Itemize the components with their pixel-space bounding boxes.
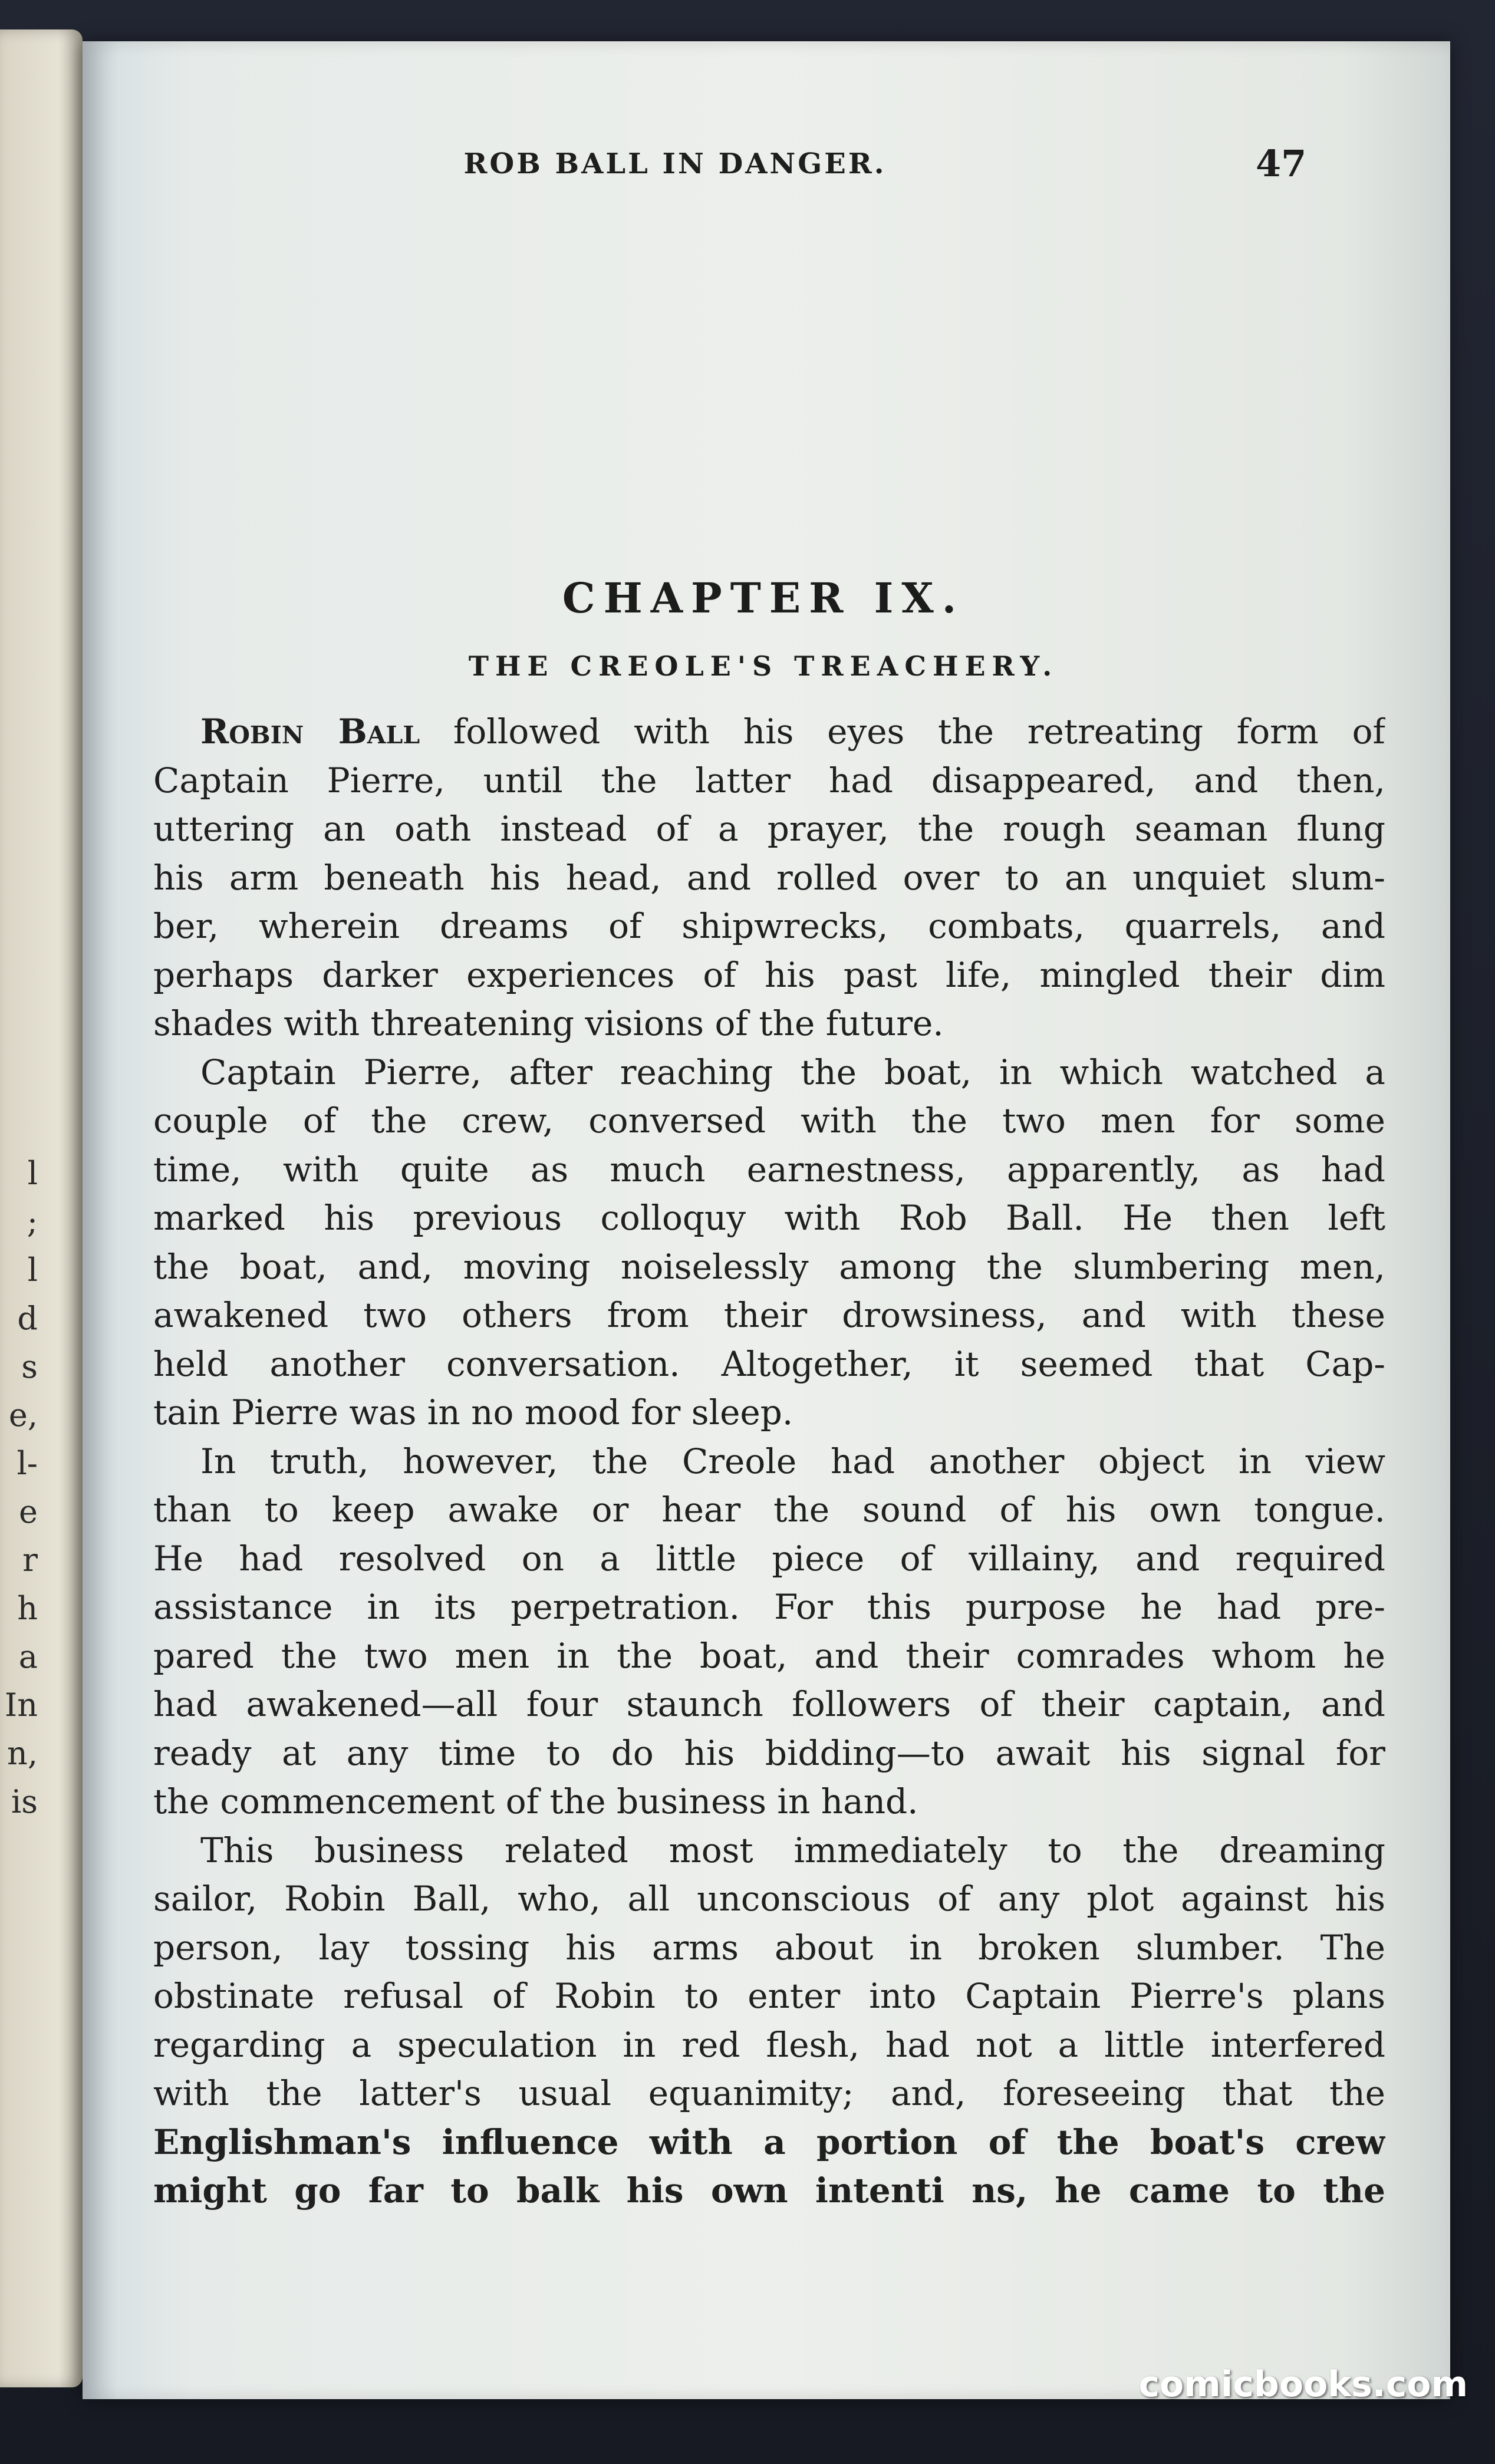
text-line: the boat, and, moving noiselessly among the slumbering men, bbox=[153, 1246, 1385, 1287]
fragment: n, bbox=[7, 1735, 38, 1772]
text-line: his arm beneath his head, and rolled over to an unquiet slum- bbox=[153, 857, 1385, 898]
fragment: d bbox=[17, 1300, 38, 1337]
text-line: couple of the crew, conversed with the two men for some bbox=[153, 1101, 1385, 1141]
text-line: assistance in its perpetration. For this purpose he had pre- bbox=[153, 1587, 1385, 1627]
text-line: This business related most immediately to the dreaming bbox=[200, 1830, 1385, 1870]
text-line: awakened two others from their drowsiness, and with these bbox=[153, 1295, 1385, 1335]
text-line: shades with threatening visions of the future. bbox=[153, 1003, 944, 1043]
text-line: sailor, Robin Ball, who, all unconscious of any plot against his bbox=[153, 1879, 1385, 1919]
fragment: a bbox=[18, 1638, 38, 1675]
text-line: tain Pierre was in no mood for sleep. bbox=[153, 1392, 793, 1432]
text-line: obstinate refusal of Robin to enter into Captain Pierre's plans bbox=[153, 1976, 1385, 2016]
text-line: regarding a speculation in red flesh, had not a little interfered bbox=[153, 2024, 1385, 2065]
text-line bbox=[153, 707, 1385, 756]
text-line: ber, wherein dreams of shipwrecks, combats, quarrels, and bbox=[153, 906, 1385, 946]
text-line: ready at any time to do his bidding—to await his signal for bbox=[153, 1732, 1385, 1773]
text-line: He had resolved on a little piece of villainy, and required bbox=[153, 1538, 1385, 1579]
fragment: is bbox=[11, 1783, 38, 1820]
fragment: In bbox=[4, 1686, 38, 1724]
fragment: r bbox=[22, 1541, 38, 1579]
fragment: l bbox=[27, 1251, 38, 1289]
text-line: Captain Pierre, after reaching the boat, in which watched a bbox=[200, 1052, 1385, 1092]
chapter-body bbox=[153, 707, 1385, 2215]
fragment: l bbox=[27, 1155, 38, 1192]
fragment: e bbox=[19, 1493, 38, 1530]
text-line: had awakened—all four staunch followers of their captain, and bbox=[153, 1684, 1385, 1724]
text-line: perhaps darker experiences of his past life, mingled their dim bbox=[153, 954, 1385, 995]
line-text: followed with his eyes the retreating form of bbox=[420, 711, 1385, 752]
chapter-title: CHAPTER IX. bbox=[562, 574, 965, 622]
fragment: h bbox=[17, 1590, 38, 1627]
fragment: ; bbox=[27, 1203, 38, 1240]
fragment: l- bbox=[17, 1445, 38, 1482]
site-watermark: comicbooks.com bbox=[1138, 2364, 1468, 2405]
running-head-title: ROB BALL IN DANGER. bbox=[463, 147, 887, 180]
text-line: the commencement of the business in hand. bbox=[153, 1781, 918, 1821]
page-number: 47 bbox=[1256, 142, 1307, 185]
text-line: than to keep awake or hear the sound of his own tongue. bbox=[153, 1490, 1385, 1530]
text-line: person, lay tossing his arms about in broken slumber. The bbox=[153, 1927, 1385, 1968]
book-page bbox=[83, 41, 1450, 2399]
fragment: e, bbox=[8, 1396, 38, 1434]
text-line: In truth, however, the Creole had another object in view bbox=[200, 1441, 1385, 1481]
opening-small-caps: Robin Ball bbox=[200, 711, 420, 752]
facing-page-edge bbox=[0, 29, 83, 2387]
text-line: pared the two men in the boat, and their comrades whom he bbox=[153, 1635, 1385, 1676]
text-line: marked his previous colloquy with Rob Ball. He then left bbox=[153, 1198, 1385, 1238]
text-line: uttering an oath instead of a prayer, the rough seaman flung bbox=[153, 809, 1385, 849]
facing-page-text-fragments bbox=[0, 1149, 41, 1826]
text-line: held another conversation. Altogether, it seemed that Cap- bbox=[153, 1343, 1385, 1384]
text-line: with the latter's usual equanimity; and, foreseeing that the bbox=[153, 2073, 1385, 2113]
text-line: Captain Pierre, until the latter had disappeared, and then, bbox=[153, 760, 1385, 801]
chapter-subtitle: THE CREOLE'S TREACHERY. bbox=[468, 650, 1059, 682]
text-line: might go far to balk his own intenti ns, he came to the bbox=[153, 2170, 1385, 2211]
running-head bbox=[83, 140, 1450, 187]
text-line: time, with quite as much earnestness, apparently, as had bbox=[153, 1149, 1385, 1190]
text-line: Englishman's influence with a portion of the boat's crew bbox=[153, 2122, 1385, 2162]
fragment: s bbox=[21, 1348, 38, 1385]
page-gutter-shadow bbox=[83, 41, 118, 2399]
